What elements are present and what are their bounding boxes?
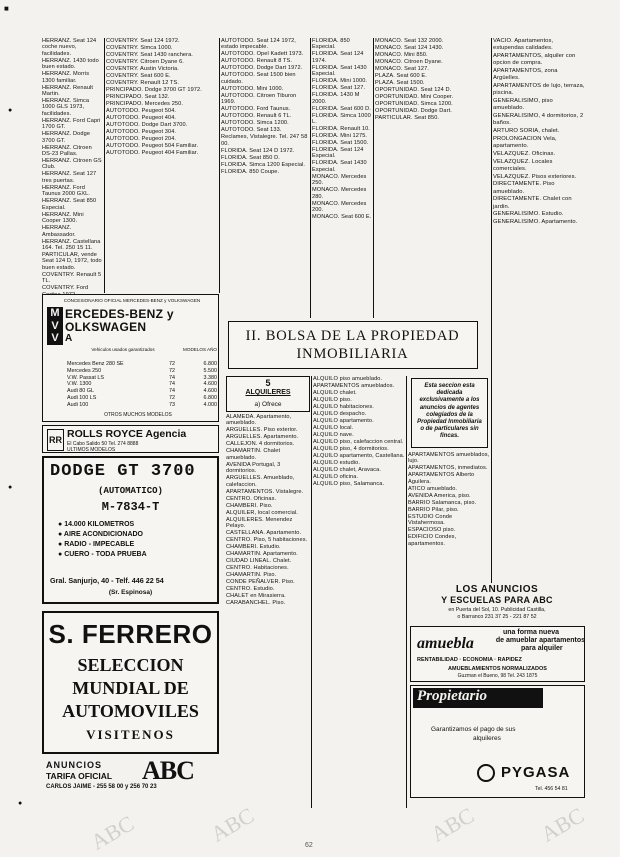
ad-s-ferrero [42, 611, 219, 754]
classified-column-right [493, 38, 585, 583]
list-item: MONACO. Citroen Dyane. [375, 59, 443, 65]
list-item: AUTOTODO. Citroen Tiburon 1969. [221, 92, 297, 106]
model-cell: Mercedes Benz 280 SE [67, 361, 124, 367]
year-cell: 72 [169, 394, 175, 401]
price-heading: MODELOS AÑO [183, 347, 217, 352]
list-item: ALQUILO piso, Salamanca. [313, 481, 385, 487]
list-item: CHAMARTIN. Apartamento. [226, 551, 298, 558]
pygasa-line1: Garantizamos el pago de sus [431, 726, 516, 733]
list-item: HERRANZ. Castellana 164. Tel. 250 15 11. [42, 238, 101, 251]
list-item: FLORIDA. Seat 124 Especial. [312, 147, 364, 160]
list-item: PRINCIPADO. Mercedes 250. [106, 101, 184, 107]
list-item: CHAMARTIN. Chalet amueblado. [226, 448, 281, 461]
list-item: CHALET en Mirasierra. [226, 593, 286, 600]
bullet-text: 14.000 KILOMETROS [64, 521, 135, 528]
watermark-abc: ABC [536, 802, 589, 847]
list-item: ALQUILO chalet, Aravaca. [313, 467, 382, 473]
ad-escuelas [408, 584, 586, 624]
list-item: COVENTRY. Austin Victoria. [106, 66, 179, 72]
list-item: AUTOTODO. Seat 124 1972, estado impecable. [221, 38, 296, 51]
bullet-text: CUERO - TODA PRUEBA [64, 551, 147, 558]
bullet-dot-icon: ● [58, 541, 65, 548]
list-item: OPORTUNIDAD. Simca 1200. [375, 101, 453, 107]
ad-rolls-royce [42, 425, 219, 453]
pygasa-title: Propietario [417, 688, 487, 704]
list-item: HERRANZ. Dodge 3700 GT. [42, 131, 91, 144]
list-item: AUTOTODO. Seat 1500 bien cuidado. [221, 72, 296, 85]
list-item: ARGUELLES. Piso exterior. [226, 427, 298, 434]
list-item: FLORIDA. 850 Especial. [312, 38, 350, 51]
list-item: FLORIDA. Seat 1430 Especial. [312, 160, 367, 173]
list-item: CENTRO. Estudio. [226, 586, 275, 593]
dodge-bullets [58, 520, 216, 560]
year-cell: 72 [169, 367, 175, 374]
price-cell: 5.500 [203, 367, 217, 374]
list-item: MONACO. Seat 127. [375, 66, 429, 72]
list-item: VELAZQUEZ. Locales comerciales. [493, 158, 553, 172]
amuebla-slogan1: una forma nueva [503, 629, 560, 636]
list-item: ALQUILERES. Menendez Pelayo. [226, 516, 293, 530]
list-item: DIRECTAMENTE. Chalet con jardin. [493, 196, 572, 210]
list-item: Reclames, Vistalegre. Tel. 247 58 00. [221, 134, 308, 147]
list-item: FLORIDA. Renault 10. [312, 126, 370, 133]
list-item: COVENTRY. Seat 124 1972. [106, 38, 180, 44]
bullet-text: RADIO - IMPECABLE [64, 541, 135, 548]
list-item: COVENTRY. Renault 5 TL. [42, 271, 102, 285]
price-cell: 6.800 [203, 394, 217, 401]
list-item: AUTOTODO. Dodge Dart 1972. [221, 65, 303, 72]
list-item: CONDE PEÑALVER. Piso. [226, 579, 295, 586]
list-item: APARTAMENTOS, zona Argüelles. [493, 68, 558, 82]
amuebla-brand: amuebla [417, 635, 474, 652]
amuebla-line2: Guzman el Bueno, 98 Tel. 243 1875 [457, 673, 538, 679]
list-item: ESPACIOSO piso. [408, 527, 456, 534]
price-cell: 4.000 [203, 401, 217, 408]
list-item: FLORIDA. Simca 1000 L. [312, 112, 371, 126]
table-row [67, 375, 217, 382]
list-item: HERRANZ. Ford Taunus 2000 GXL. [42, 184, 90, 198]
list-item: AVENIDA America, piso. [408, 492, 471, 499]
list-item: BARRIO Salamanca, piso. [408, 499, 477, 506]
list-item: ALQUILO piso. [313, 397, 352, 403]
list-item: HERRANZ. Seat 124 coche nuevo, facilidades. [42, 38, 97, 57]
list-item: HERRANZ. Morris 1300 familiar. [42, 71, 90, 84]
list-items [42, 38, 102, 298]
list-item: COVENTRY. Renault 12 TS. [106, 80, 179, 86]
list-item: HERRANZ. Mini Cooper 1300. [42, 211, 84, 225]
model-cell: V.W. Passat LS [67, 374, 104, 381]
list-item: OPORTUNIDAD. Mini Cooper. [375, 94, 454, 100]
amuebla-line1: AMUEBLAMIENTOS NORMALIZADOS [448, 666, 547, 672]
list-item: PROLONGACION Vela, apartamento. [493, 135, 557, 149]
list-item: FLORIDA. Seat 850 D. [221, 154, 280, 161]
list-item: AUTOTODO. Peugeot 504 Familiar. [106, 143, 199, 149]
list-item: APARTAMENTOS, inmediatos. [408, 465, 488, 472]
rolls-title: ROLLS ROYCE Agencia [67, 428, 187, 440]
column-divider [373, 38, 374, 318]
list-item: CIUDAD LINEAL. Chalet. [226, 558, 292, 565]
bolsa-title-line1: II. BOLSA DE LA PROPIEDAD [245, 328, 460, 344]
list-item: FLORIDA. Seat 124 D 1972. [221, 147, 295, 154]
section-bolsa-header [228, 321, 478, 369]
escuelas-line1: LOS ANUNCIOS [455, 584, 539, 595]
list-item: FLORIDA. Seat 127. [312, 85, 366, 92]
letter: V [51, 332, 59, 344]
brand-line-volkswagen: OLKSWAGEN [65, 320, 147, 334]
list-item: HERRANZ. Renault Martin. [42, 84, 94, 98]
list-item: CHAMBERI. Estudio. [226, 544, 281, 551]
model-cell: Audi 100 LS [67, 394, 97, 401]
pygasa-line2: alquileres [473, 735, 501, 742]
bullet-item [58, 520, 216, 530]
list-item: CASTELLANA. Apartamento. [226, 530, 302, 537]
table-row [67, 395, 217, 402]
list-item: GENERALISIMO, piso amueblado. [493, 98, 553, 112]
watermark-abc: ABC [86, 810, 139, 855]
list-item: AUTOTODO. Peugeot 404 Familiar. [106, 150, 199, 156]
list-item: CHAMARTIN. Piso. [226, 572, 277, 579]
list-item: AUTOTODO. Seat 133. [221, 127, 282, 134]
classified-column-monaco [375, 38, 490, 316]
list-item: APARTAMENTOS, alquiler con opcion de compra. [493, 53, 576, 67]
list-item: AUTOTODO. Peugeot 204. [106, 136, 177, 142]
list-item: MONACO. Seat 124 1430. [375, 45, 444, 51]
abc-rates-line3: CARLOS JAIME - 255 58 00 y 256 70 23 [46, 784, 157, 790]
bolsa-title-line2: INMOBILIARIA [296, 346, 409, 362]
bullet-mark: ● [18, 800, 23, 807]
bullet-item [58, 550, 216, 560]
ad-letter-bar [47, 307, 63, 345]
escuelas-line4: o Barranco 231 37 25 - 221 87 52 [457, 614, 537, 620]
list-item: PRINCIPADO. Seat 132. [106, 94, 170, 100]
bullet-mark: ● [8, 107, 13, 114]
abc-rates-line1: ANUNCIOS [46, 760, 103, 770]
pygasa-logo-icon [477, 764, 495, 782]
price-cell: 3.380 [203, 374, 217, 381]
list-item: COVENTRY. Ford [42, 285, 89, 292]
list-item: DIRECTAMENTE. Piso amueblado. [493, 181, 555, 195]
column-divider [491, 38, 492, 583]
ad-abc-rates [42, 758, 219, 798]
list-item: AUTOTODO. Mini 1000. [221, 85, 284, 92]
list-item: FLORIDA. Mini 1000. [312, 78, 368, 85]
classified-column-autotodo [221, 38, 309, 316]
list-item: HERRANZ. Citroen GS Club. [42, 158, 102, 171]
classified-column-left [42, 38, 102, 292]
list-item: ATICO amueblado. [408, 485, 458, 492]
list-item: AVENIDA Portugal, 3 dormitorios. [226, 461, 281, 475]
watermark-abc: ABC [206, 802, 259, 847]
list-item: AUTOTODO. Dodge Dart 3700. [106, 122, 188, 128]
year-cell: 73 [169, 401, 175, 408]
list-item: EDIFICIO Condes, apartamentos. [408, 534, 457, 547]
list-item: APARTAMENTOS. Vistalegre. [226, 488, 304, 495]
list-item: AUTOTODO. Renault 6 TL. [221, 113, 292, 120]
bullet-item [58, 540, 216, 550]
list-item: ALAMEDA. Apartamento, amueblado. [226, 414, 292, 427]
alquileres-label: ALQUILERES [245, 389, 291, 396]
rolls-line1: El Cabo Salido 50 Tel. 274 8888 [67, 441, 139, 447]
list-item: APARTAMENTOS Alberto Aguilera. [408, 472, 475, 485]
list-item: AUTOTODO. Peugeot 504. [106, 108, 177, 114]
alquileres-number: 5 [265, 378, 271, 388]
list-item: FLORIDA. Seat 1430 Especial. [312, 64, 367, 78]
ad-pygasa [410, 685, 585, 798]
page-number: 62 [305, 842, 313, 849]
list-item: CALLEJON. 4 dormitorios. [226, 441, 295, 448]
bullet-dot-icon: ● [58, 531, 64, 538]
list-item: PARTICULAR. Seat 850. [375, 115, 440, 121]
bullet-item [58, 530, 216, 540]
list-item: HERRANZ. Seat 127 tres puertas. [42, 171, 97, 184]
dodge-title: DODGE GT 3700 [50, 462, 196, 481]
list-item: PRINCIPADO. Dodge 3700 GT 1972. [106, 87, 202, 93]
list-item: AUTOTODO. Opel Kadett 1973. [221, 51, 304, 58]
list-item: FLORIDA. Simca 1200 Especial. [221, 161, 306, 168]
list-item: OPORTUNIDAD. Dodge Dart. [375, 108, 452, 114]
list-item: ALQUILO piso, calefaccion central. [313, 439, 404, 445]
dodge-sub: (AUTOMATICO) [98, 486, 163, 496]
abc-rates-line2: TARIFA OFICIAL [46, 771, 113, 781]
list-item: VELAZQUEZ. Pisos exteriores. [493, 173, 577, 180]
dodge-contact: (Sr. Espinosa) [108, 589, 153, 596]
model-cell: Mercedes 250 [67, 367, 102, 374]
list-item: HERRANZ. 1430 todo buen estado. [42, 57, 99, 71]
dodge-address: Gral. Sanjurjo, 40 - Telf. 446 22 54 [50, 576, 164, 585]
ad-dodge-gt [42, 456, 219, 604]
model-cell: V.W. 1300 [67, 381, 92, 388]
list-item: ALQUILO piso, 4 dormitorios. [313, 446, 389, 452]
bullet-mark: ● [8, 484, 13, 491]
list-item: VACIO. Apartamentos, estupendas calidades. [493, 38, 554, 52]
alquileres-column-3 [408, 452, 490, 582]
list-item: VELAZQUEZ. Oficinas. [493, 150, 556, 157]
list-item: COVENTRY. Seat 600 E. [106, 73, 171, 79]
list-item: ALQUILO estudio. [313, 460, 360, 466]
list-item: CENTRO. Habitaciones. [226, 565, 289, 572]
pygasa-title-bar [413, 688, 543, 708]
column-divider [104, 38, 105, 293]
list-item: ARGUELLES. Amueblado, calefaccion. [226, 475, 295, 488]
letter: M [50, 307, 60, 319]
dodge-plate: M-7834-T [101, 500, 160, 514]
ferrero-title: S. FERRERO [48, 619, 213, 649]
list-item: ALQUILO local. [313, 425, 354, 431]
list-item: HERRANZ. Ford Capri 1700 GT. [42, 117, 101, 131]
list-item: MONACO. Seat 600 E. [312, 214, 372, 221]
price-cell: 4.600 [203, 388, 217, 395]
ferrero-line1: SELECCION [77, 655, 184, 675]
list-item: AUTOTODO. Simca 1200. [221, 120, 289, 127]
list-item: FLORIDA. 1430 M 2000. [312, 92, 360, 105]
rolls-line2: ULTIMOS MODELOS [67, 447, 116, 453]
ad-mercedes-volkswagen [42, 294, 219, 422]
list-item: ALQUILO despacho. [313, 411, 367, 417]
list-item: ALQUILO apartamento, Castellana. [313, 453, 405, 459]
list-item: ALQUILO chalet. [313, 390, 357, 396]
list-item: OPORTUNIDAD. Seat 124 D. [375, 87, 452, 93]
alquileres-header [226, 376, 310, 412]
notice-text: Esta seccion esta dedicada exclusivamente a los anuncios de agentes colegiados de la Propiedad Inmobiliaria o de particulares sin fincas. [417, 383, 482, 440]
brand-line-mercedes: ERCEDES-BENZ y [65, 307, 174, 321]
table-row [67, 388, 217, 395]
list-item: CENTRO. Oficinas. [226, 495, 277, 502]
year-cell: 74 [169, 381, 175, 388]
pygasa-phone: Tel. 456 54 81 [535, 786, 568, 792]
list-item: FLORIDA. Seat 124 1974. [312, 51, 364, 64]
bullet-text: AIRE ACONDICIONADO [63, 531, 143, 538]
letter: V [51, 319, 59, 332]
column-divider [219, 38, 220, 293]
amuebla-slogan2: de amueblar apartamentos [495, 637, 585, 644]
price-cell: 6.800 [203, 361, 217, 367]
escuelas-line2: Y ESCUELAS PARA ABC [441, 595, 553, 605]
pygasa-brand: PYGASA [501, 764, 571, 781]
classified-column-florida [312, 38, 372, 316]
list-item: AUTOTODO. Ford Taunus. [221, 106, 291, 113]
list-item: APARTAMENTOS de lujo, terraza, piscina. [493, 83, 585, 97]
list-item: FLORIDA. Mini 1275. [312, 133, 368, 140]
table-row [67, 368, 217, 375]
amuebla-slogan3: para alquiler [521, 645, 563, 652]
list-item: AUTOTODO. Renault 8 TS. [221, 58, 293, 65]
list-item: GENERALISIMO, 4 dormitorios, 2 baños. [493, 113, 584, 127]
alquileres-column-1 [226, 414, 310, 806]
list-item: PLAZA. Seat 600 E. [375, 73, 427, 79]
alquileres-column-2 [313, 376, 405, 806]
bullet-dot-icon: ● [58, 551, 65, 558]
rolls-logo-icon: RR [47, 429, 64, 451]
list-item: GENERALISIMO. Apartamento. [493, 219, 578, 226]
column-divider [310, 38, 311, 318]
list-item: AUTOTODO. Peugeot 304. [106, 129, 177, 135]
list-item: BARRIO Pilar, piso. [408, 506, 459, 513]
list-item: COVENTRY. Simca 1000. [106, 45, 173, 51]
list-item: HERRANZ. Simca 1000 GLS 1973, facilidades. [42, 98, 90, 117]
list-item: ALQUILO piso amueblado. [313, 376, 383, 382]
list-item: ESTUDIO Conde Vistahermosa. [408, 513, 453, 527]
notice-box [411, 378, 488, 448]
model-table [67, 361, 217, 409]
ad-header: CONCESIONARIO OFICIAL MERCEDES-BENZ y VOLKSWAGEN [63, 298, 201, 303]
bullet-mark: ■ [4, 4, 9, 13]
ferrero-line3: AUTOMOVILES [62, 701, 199, 721]
list-item: ARTURO SORIA, chalet. [493, 128, 560, 134]
classified-column-coventry [106, 38, 218, 292]
list-item: HERRANZ. Ambassador. [42, 225, 76, 238]
list-item: CENTRO. Piso, 5 habitaciones. [226, 537, 308, 544]
list-item: FLORIDA. 850 Coupe. [221, 168, 280, 175]
table-row [67, 381, 217, 388]
list-item: PARTICULAR, vende Seat 124 D, 1972, todo buen estado. [42, 251, 102, 271]
model-cell: Audi 80 GL [67, 388, 94, 395]
list-item: PLAZA. Seat 1500. [375, 80, 425, 86]
list-item: CHAMBERI. Piso. [226, 502, 273, 509]
table-row [67, 402, 217, 409]
price-cell: 4.600 [203, 381, 217, 388]
list-item: ALQUILO oficina. [313, 474, 359, 480]
list-item: MONACO. Mercedes 200. [312, 200, 367, 214]
model-cell: Audi 100 [67, 401, 89, 408]
list-item: ALQUILO apartamento. [313, 418, 374, 424]
year-cell: 74 [169, 374, 175, 381]
ferrero-line2: MUNDIAL DE [72, 678, 189, 698]
year-cell: 72 [169, 361, 175, 367]
list-item: HERRANZ. Seat 850 Especial. [42, 198, 97, 211]
list-item: AUTOTODO. Peugeot 404. [106, 115, 177, 121]
amuebla-bullets: RENTABILIDAD · ECONOMIA · RAPIDEZ [417, 657, 522, 663]
list-item: APARTAMENTOS amueblados, lujo. [408, 452, 490, 465]
list-item: CARABANCHEL. Piso. [226, 600, 286, 607]
list-item: ARGUELLES. Apartamento. [226, 434, 299, 441]
table-row [67, 361, 217, 368]
list-item: ALQUILER, local comercial. [226, 509, 298, 516]
list-item: MONACO. Mercedes 280. [312, 187, 367, 200]
list-item: FLORIDA. Seat 600 D. [312, 105, 371, 112]
abc-logo: ABC [142, 756, 194, 785]
list-item: HERRANZ. Citroen DS-23 Pallas. [42, 144, 92, 158]
list-item: ALQUILO habitaciones. [313, 404, 374, 410]
ad-subheader: Vehiculos usados garantizados [91, 347, 155, 352]
list-item: MONACO. Mercedes 250. [312, 173, 367, 187]
alquileres-sub: a) Ofrece [254, 401, 282, 408]
list-item: MONACO. Mini 850. [375, 52, 428, 58]
list-item: COVENTRY. Seat 1430 ranchera. [106, 52, 193, 58]
column-divider [311, 376, 312, 808]
year-cell: 74 [169, 388, 175, 395]
ad-amuebla [410, 626, 585, 682]
bullet-dot-icon: ● [58, 521, 65, 528]
list-item: COVENTRY. Citroen Dyane 6. [106, 59, 184, 65]
list-item: APARTAMENTOS amueblados. [313, 383, 395, 389]
list-item: GENERALISIMO. Estudio. [493, 211, 564, 218]
escuelas-line3: en Puerta del Sol, 10. Publicidad Castilla, [448, 607, 546, 613]
brand-line-a: A [65, 333, 73, 344]
list-item: MONACO. Seat 132 2000. [375, 38, 444, 44]
watermark-abc: ABC [426, 802, 479, 847]
ferrero-footer: VISITENOS [86, 727, 175, 742]
list-item: FLORIDA. Seat 1500. [312, 140, 369, 147]
ad-footer: OTROS MUCHOS MODELOS [104, 412, 172, 418]
column-divider [406, 376, 407, 808]
list-item: ALQUILO nave. [313, 432, 354, 438]
